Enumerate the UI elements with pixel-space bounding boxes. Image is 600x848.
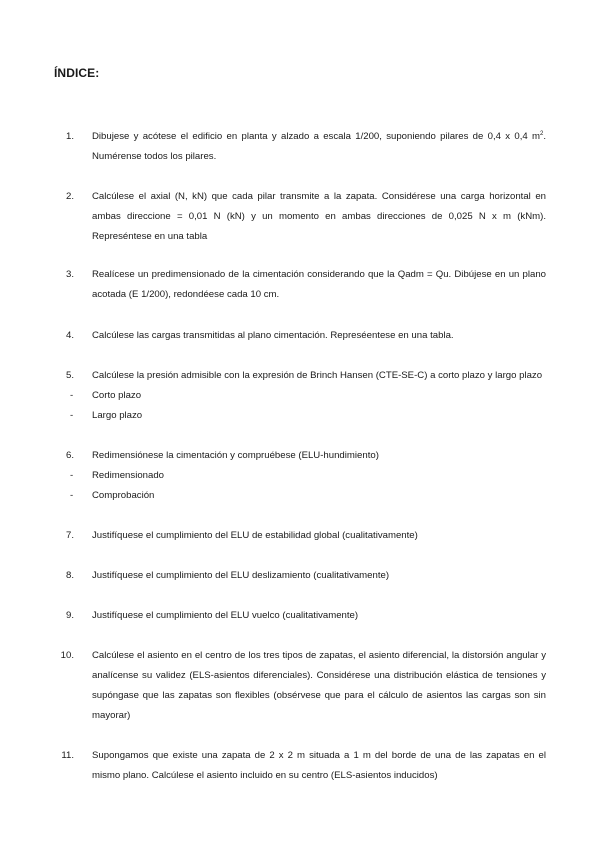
item-number: 4.: [65, 330, 74, 341]
item-number: 2.: [65, 191, 74, 202]
superscript: 2: [539, 130, 544, 137]
item-text-part: Dibujese y acótese el edificio en planta y alzado a escala 1/200, suponiendo pilares de 0,4 x 0,4 m: [92, 131, 540, 142]
item-number: 6.: [65, 450, 74, 461]
sub-item-marker: -: [70, 470, 74, 481]
item-number: 10.: [60, 650, 74, 661]
item-text: Calcúlese las cargas transmitidas al plano cimentación. Represéentese en una tabla.: [92, 330, 454, 341]
item-text: Justifíquese el cumplimiento del ELU deslizamiento (cualitativamente): [92, 570, 390, 581]
sub-item-marker: -: [70, 410, 74, 421]
item-text: Justifíquese el cumplimiento del ELU vuelco (cualitativamente): [92, 610, 359, 621]
item-number: 8.: [65, 570, 74, 581]
item-text: Calcúlese el asiento en el centro de los tres tipos de zapatas, el asiento diferencial, la distorsión angular y analícense su validez (ELS-asientos diferenciales). Considérese una distribución elástica de tensiones y supóngase que las zapatas son flexibles (obsérvese que para el cálculo de asientos las cargas son sin mayorar): [92, 650, 546, 721]
item-number: 1.: [65, 131, 74, 142]
item-text: Realícese un predimensionado de la cimentación considerando que la Qadm = Qu. Dibújese en un plano acotada (E 1/200), redondéese cada 10 cm.: [92, 269, 546, 300]
item-number: 7.: [65, 530, 74, 541]
item-text-part: . Numérense todos los pilares.: [92, 131, 546, 162]
document-title: ÍNDICE:: [54, 66, 100, 80]
sub-item-label: Largo plazo: [92, 410, 143, 421]
item-text: Justifíquese el cumplimiento del ELU de estabilidad global (cualitativamente): [92, 530, 418, 541]
item-number: 9.: [65, 610, 74, 621]
item-text: Redimensiónese la cimentación y compruébese (ELU-hundimiento): [92, 450, 379, 461]
sub-item-marker: -: [70, 390, 74, 401]
sub-item-label: Redimensionado: [92, 470, 164, 481]
item-text: Calcúlese el axial (N, kN) que cada pilar transmite a la zapata. Considérese una carga horizontal en ambas direccione = 0,01 N (kN) y un momento en ambas direcciones de 0,025 N x m (kNm). Represéntese en una tabla: [92, 191, 546, 242]
item-text: [92, 127, 546, 167]
item-text: Calcúlese la presión admisible con la expresión de Brinch Hansen (CTE-SE-C) a corto plazo y largo plazo: [92, 370, 543, 381]
sub-item-marker: -: [70, 490, 74, 501]
sub-item-label: Comprobación: [92, 490, 155, 501]
item-number: 11.: [61, 750, 74, 761]
item-number: 5.: [65, 370, 74, 381]
item-text: Supongamos que existe una zapata de 2 x 2 m situada a 1 m del borde de una de las zapatas en el mismo plano. Calcúlese el asiento incluido en su centro (ELS-asientos inducidos): [92, 750, 546, 781]
item-number: 3.: [65, 269, 74, 280]
sub-item-label: Corto plazo: [92, 390, 142, 401]
